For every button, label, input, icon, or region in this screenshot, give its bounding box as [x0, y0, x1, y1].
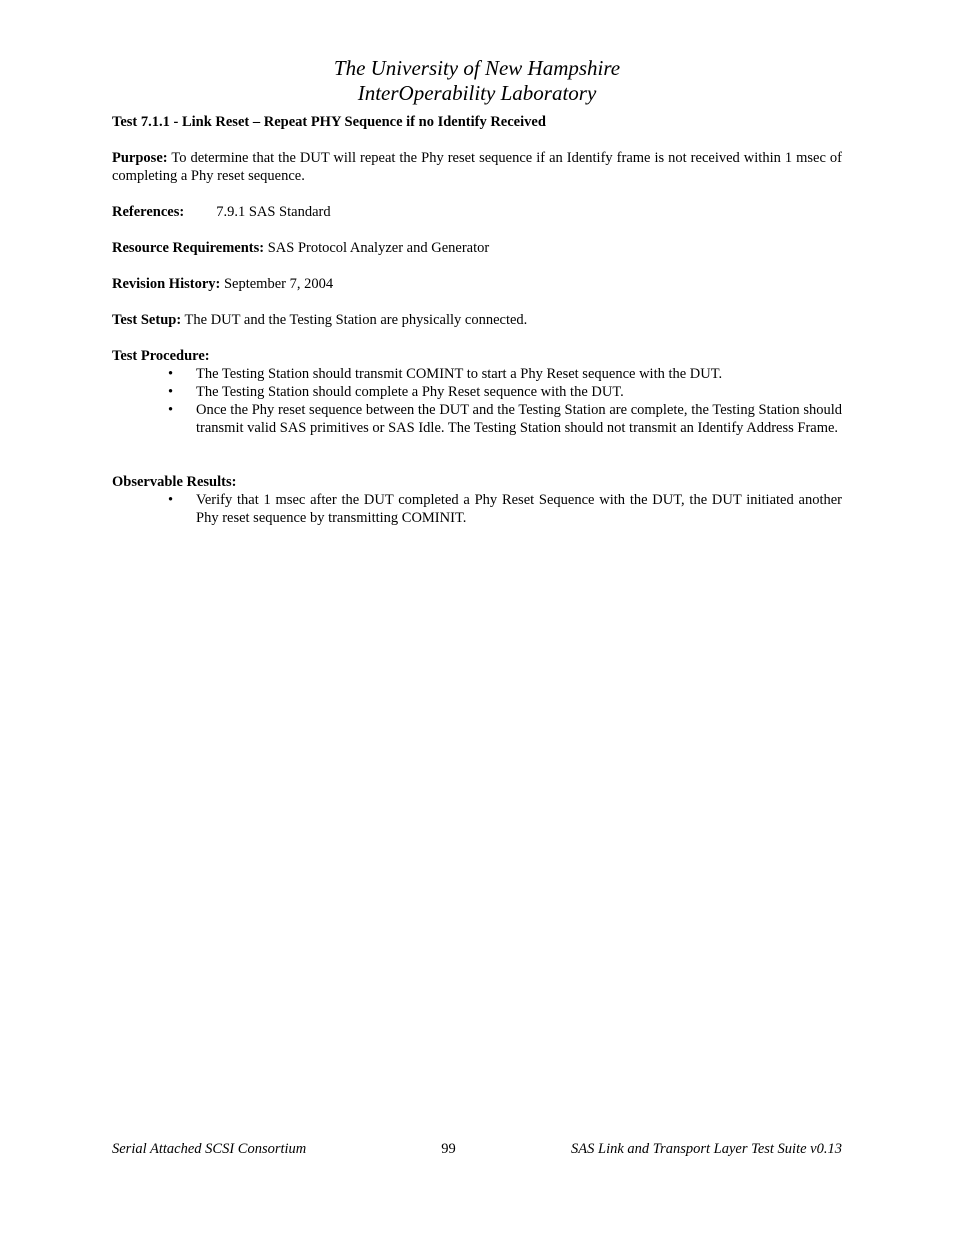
- references-paragraph: [112, 203, 842, 221]
- list-item: [112, 401, 842, 437]
- footer-consortium: Serial Attached SCSI Consortium: [112, 1141, 307, 1157]
- purpose-text: To determine that the DUT will repeat the Phy reset sequence if an Identify frame is not received within 1 msec of completing a Phy reset sequence.: [112, 150, 842, 184]
- bullet-icon: •: [168, 492, 174, 508]
- resource-requirements-label: Resource Requirements:: [112, 240, 265, 256]
- header-laboratory: InterOperability Laboratory: [357, 81, 597, 105]
- resource-requirements-text: SAS Protocol Analyzer and Generator: [267, 240, 490, 256]
- list-item: [112, 365, 842, 383]
- list-item-text: Once the Phy reset sequence between the DUT and the Testing Station are complete, the Testing Station should transmit valid SAS primitives or SAS Idle. The Testing Station should not transmit an Identify Address Frame.: [196, 402, 842, 436]
- references-label: References:: [112, 204, 185, 220]
- bullet-icon: •: [168, 366, 174, 382]
- list-item: [112, 491, 842, 527]
- test-setup-text: The DUT and the Testing Station are physically connected.: [184, 312, 528, 328]
- list-item-text: The Testing Station should complete a Phy Reset sequence with the DUT.: [196, 384, 624, 400]
- test-procedure-list: [112, 365, 842, 437]
- list-item-text: The Testing Station should transmit COMINT to start a Phy Reset sequence with the DUT.: [196, 366, 723, 382]
- list-item: [112, 383, 842, 401]
- test-setup-paragraph: [112, 311, 842, 329]
- header-institution: The University of New Hampshire: [333, 56, 621, 80]
- revision-history-text: September 7, 2004: [223, 276, 334, 292]
- revision-history-label: Revision History:: [112, 276, 221, 292]
- test-procedure-heading: Test Procedure:: [112, 348, 210, 364]
- test-setup-label: Test Setup:: [112, 312, 182, 328]
- revision-history-paragraph: [112, 275, 842, 293]
- purpose-paragraph: [112, 149, 842, 185]
- page-header: [0, 56, 954, 106]
- page-number: 99: [441, 1141, 456, 1157]
- purpose-label: Purpose:: [112, 150, 168, 166]
- references-text: 7.9.1 SAS Standard: [216, 204, 331, 220]
- footer-suite-title: SAS Link and Transport Layer Test Suite v0.13: [571, 1141, 842, 1157]
- document-body: [112, 113, 842, 527]
- bullet-icon: •: [168, 402, 174, 418]
- bullet-icon: •: [168, 384, 174, 400]
- observable-results-heading: Observable Results:: [112, 474, 237, 490]
- resource-requirements-paragraph: [112, 239, 842, 257]
- observable-results-list: [112, 491, 842, 527]
- list-item-text: Verify that 1 msec after the DUT completed a Phy Reset Sequence with the DUT, the DUT initiated another Phy reset sequence by transmitting COMINIT.: [196, 492, 842, 526]
- test-title: Test 7.1.1 - Link Reset – Repeat PHY Sequence if no Identify Received: [112, 114, 546, 130]
